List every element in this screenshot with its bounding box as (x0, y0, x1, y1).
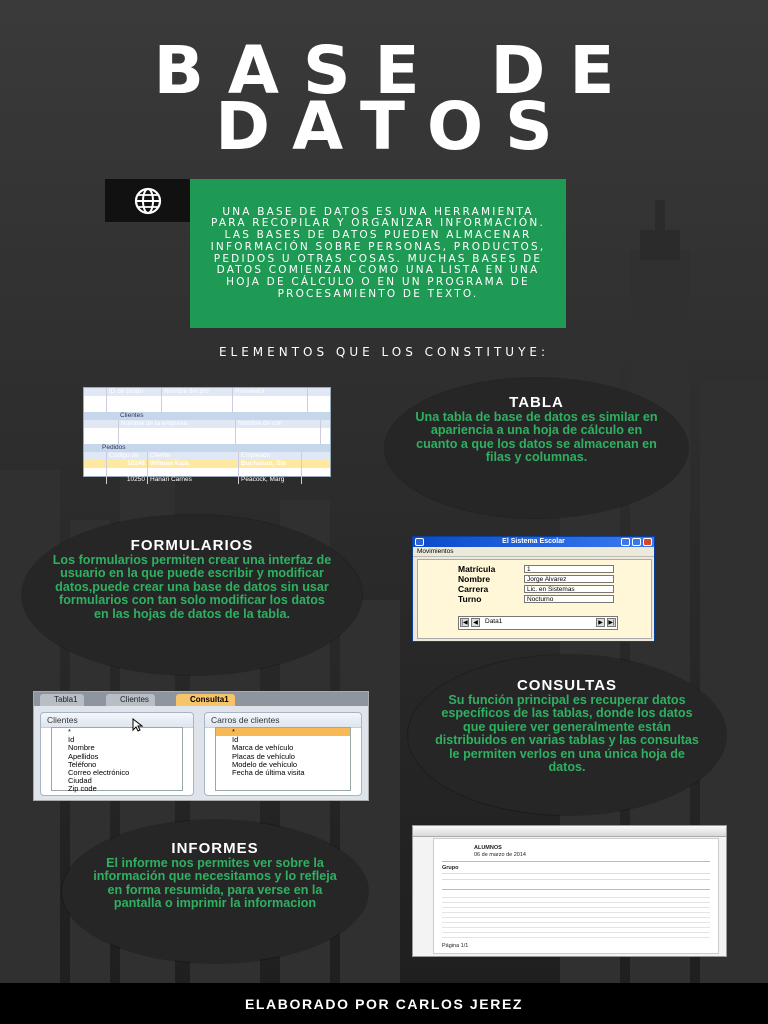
report-page-number: Página 1/1 (442, 943, 469, 949)
consultas-heading: CONSULTAS (516, 677, 618, 694)
tabla-heading: TABLA (509, 394, 564, 411)
list-item: Teléfono (68, 759, 97, 769)
query-screenshot (33, 691, 369, 801)
form-title-bar (413, 537, 654, 547)
list-item: Fecha de última visita (232, 768, 305, 778)
field-value: 1 (524, 565, 614, 573)
field-label: Carrera (458, 584, 489, 594)
field-value: Lic. en Sistemas (524, 585, 614, 593)
table1-col: Nombre del pro (162, 388, 233, 396)
table-row: 10250 Hanari Carnes Peacock, Marg (84, 476, 330, 484)
tables-screenshot (83, 387, 331, 483)
report-toolbar (413, 826, 726, 837)
field-list (215, 727, 351, 791)
list-item: Correo electrónico (68, 768, 130, 778)
record-navigator (458, 616, 618, 630)
report-title: ALUMNOS (474, 845, 502, 851)
consultas-text: Su función principal es recuperar datos específicos de las tablas, donde los datos que quiere ver generalmente están distribuidos en varias tablas y las consultas le permiten verlos en una única hoja de datos. (435, 693, 699, 775)
tab-tabla1: Tabla1 (40, 694, 84, 706)
form-menu: Movimientos (413, 547, 654, 557)
maximize-icon (632, 538, 641, 546)
table-row: 10248 Wilman Kala Buchanan, Ste (84, 460, 330, 468)
table3-title: Pedidos (84, 444, 330, 452)
report-date: 06 de marzo de 2014 (474, 852, 526, 858)
list-item: Nombre (68, 743, 95, 753)
list-item: * (216, 728, 350, 736)
tab-clientes: Clientes (106, 694, 155, 706)
form-screenshot (412, 536, 655, 642)
panel-title: Clientes (41, 713, 193, 728)
tab-consulta1: Consulta1 (176, 694, 235, 706)
list-item: * (68, 727, 71, 736)
table1-col: ID de produ (107, 388, 162, 396)
formularios-bubble (22, 515, 362, 675)
carros-panel (204, 712, 362, 796)
formularios-heading: FORMULARIOS (130, 537, 254, 554)
clientes-panel (40, 712, 194, 796)
table-row: Ana Trujillo Emparedados y helados Ana Trujillo (84, 436, 330, 444)
intro-box (190, 179, 566, 328)
consultas-bubble (408, 655, 726, 815)
table-row: 1 Tapias Exotic Liquids (84, 396, 330, 404)
table1-col: Proveedor (233, 388, 308, 396)
nav-label: Data1 (485, 618, 503, 625)
table-row: 2 Chang Exotic Liquids (84, 404, 330, 412)
close-icon (643, 538, 652, 546)
elements-subtitle: ELEMENTOS QUE LOS CONSTITUYE: (218, 345, 550, 359)
minimize-icon (621, 538, 630, 546)
formularios-text: Los formularios permiten crear una interfaz de usuario en la que puede escribir y modificar datos,puede crear una base de datos sin usar formularios con tan solo modificar los datos en las hojas de datos de la tabla. (52, 553, 332, 621)
first-record-icon: |◀ (461, 620, 468, 626)
field-label: Matrícula (458, 564, 496, 574)
prev-record-icon: ◀ (471, 618, 480, 627)
title-line-2: DATOS (215, 88, 575, 165)
globe-icon-box (105, 179, 190, 222)
list-item: Id (68, 735, 75, 745)
table3-header: Código de Cliente Empleado (84, 452, 330, 460)
field-label: Turno (458, 594, 482, 604)
report-page (433, 838, 719, 954)
table-row: Alfreds Futterkiste Maria Anders (84, 428, 330, 436)
table2-header: Nombre de la empresa Nombre de con (84, 420, 330, 428)
field-label: Nombre (458, 574, 491, 584)
title-line-1: BASE DE (153, 32, 639, 109)
list-item: Marca de vehículo (232, 743, 294, 753)
mouse-cursor-icon (132, 718, 144, 732)
list-item: Apellidos (68, 751, 99, 761)
app-icon (415, 538, 424, 546)
form-body (417, 559, 652, 639)
form-window-title: El Sistema Escolar (502, 538, 565, 545)
informes-bubble (62, 820, 368, 963)
informes-heading: INFORMES (171, 840, 259, 857)
list-item: Zip code (68, 784, 97, 794)
panel-title: Carros de clientes (205, 713, 361, 728)
field-value: Nocturno (524, 595, 614, 603)
list-item: Ciudad (68, 776, 92, 786)
footer-credit: ELABORADO POR CARLOS JEREZ (244, 995, 524, 1012)
intro-text: UNA BASE DE DATOS ES UNA HERRAMIENTA PARA RECOPILAR Y ORGANIZAR INFORMACIÓN. LAS BASES DE DATOS PUEDEN ALMACENAR INFORMACIÓN SOBRE PERSONAS, PRODUCTOS, PEDIDOS U OTRAS COSAS. MUCHAS BASES DE DATOS COMIENZAN COMO UNA LISTA EN UNA HOJA DE CÁLCULO O EN UN PROGRAMA DE PROCESAMIENTO DE TEXTO. (210, 205, 546, 300)
informes-text: El informe nos permites ver sobre la información que necesitamos y lo refleja en forma resumida, para verse en la pantalla o imprimir la informacion (93, 856, 337, 911)
list-item: Modelo de vehículo (232, 759, 298, 769)
footer-bar (0, 983, 768, 1024)
last-record-icon: ▶| (608, 620, 615, 626)
table-row: 10249 Tradição Hipermercados Suyama, Mich (84, 468, 330, 476)
field-list (51, 727, 183, 794)
field-value: Jorge Alvarez (524, 575, 614, 583)
list-item: Id (232, 735, 239, 745)
report-group-label: Grupo (442, 865, 459, 871)
table2-title: Clientes (84, 412, 330, 420)
report-screenshot (412, 825, 727, 957)
globe-icon (133, 186, 163, 216)
query-tabs (34, 692, 368, 706)
next-record-icon: ▶ (596, 618, 605, 627)
table1-header (84, 388, 330, 396)
tabla-text: Una tabla de base de datos es similar en apariencia a una hoja de cálculo en cuanto a que los datos se almacenan en filas y columnas. (415, 410, 658, 465)
tabla-bubble (385, 378, 688, 518)
list-item: Placas de vehículo (232, 751, 295, 761)
